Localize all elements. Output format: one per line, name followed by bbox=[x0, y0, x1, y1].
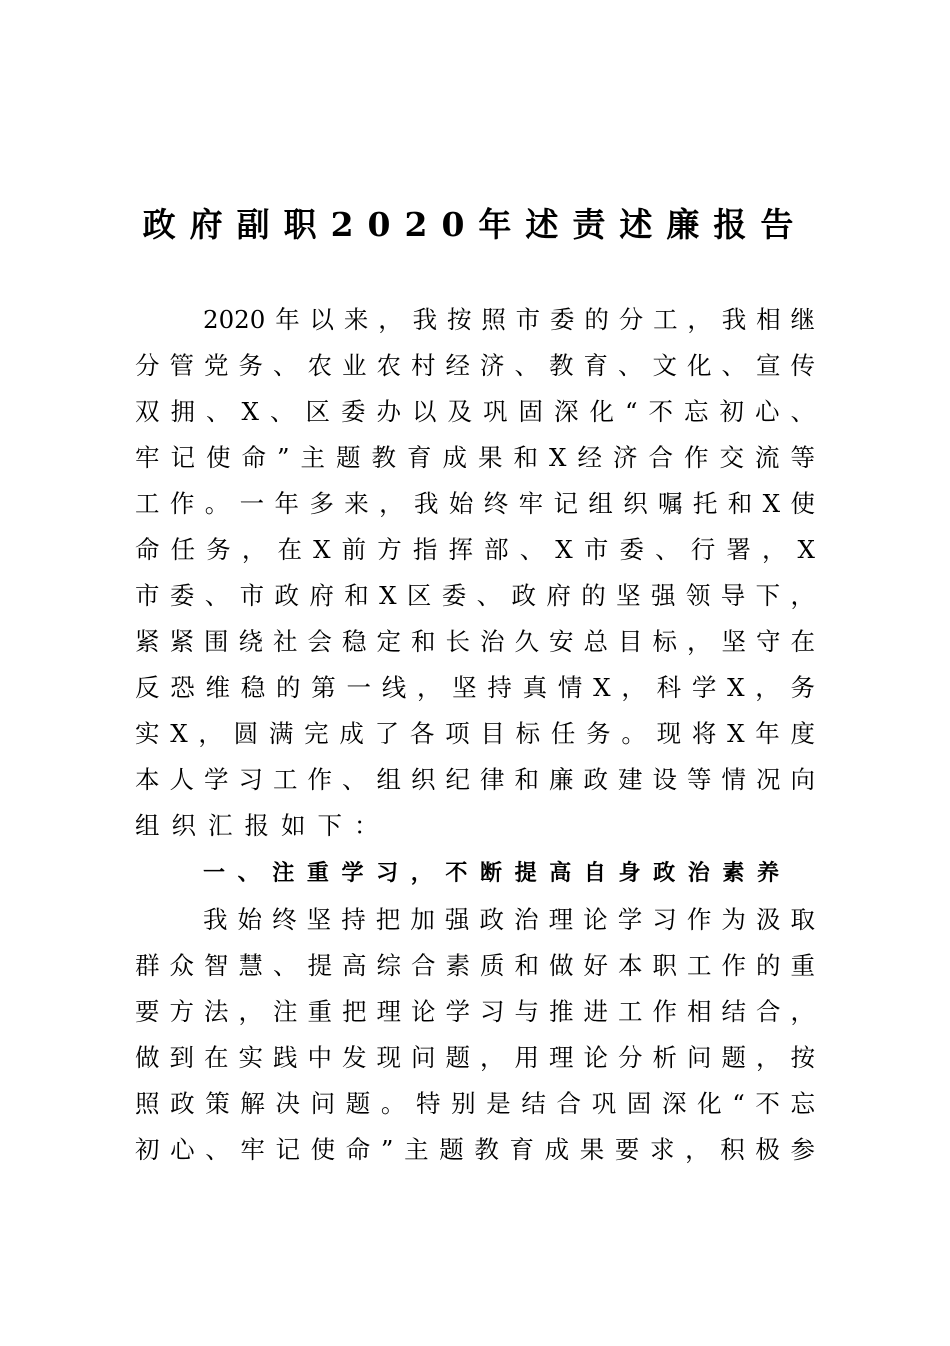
paragraph-line: 反恐维稳的第一线，坚持真情X，科学X，务 bbox=[135, 673, 815, 702]
paragraph-line: 工作。一年多来，我始终牢记组织嘱托和X使 bbox=[135, 489, 815, 518]
section-heading: 一、注重学习，不断提高自身政治素养 bbox=[203, 861, 779, 886]
paragraph-line: 命任务，在X前方指挥部、X市委、行署，X bbox=[135, 535, 815, 564]
paragraph-line: 紧紧围绕社会稳定和长治久安总目标，坚守在 bbox=[135, 627, 815, 656]
paragraph-line: 2020年以来，我按照市委的分工，我相继 bbox=[203, 305, 815, 334]
document-title: 政府副职2020年述责述廉报告 bbox=[142, 205, 808, 244]
paragraph-line: 要方法，注重把理论学习与推进工作相结合， bbox=[135, 997, 815, 1026]
paragraph-line: 我始终坚持把加强政治理论学习作为汲取 bbox=[203, 905, 815, 934]
paragraph-line: 牢记使命”主题教育成果和X经济合作交流等 bbox=[135, 443, 815, 472]
paragraph-line: 初心、牢记使命”主题教育成果要求，积极参 bbox=[135, 1135, 815, 1164]
paragraph-line: 组织汇报如下： bbox=[135, 811, 391, 840]
paragraph-line: 市委、市政府和X区委、政府的坚强领导下， bbox=[135, 581, 815, 610]
paragraph-line: 双拥、X、区委办以及巩固深化“不忘初心、 bbox=[135, 397, 815, 426]
paragraph-line: 照政策解决问题。特别是结合巩固深化“不忘 bbox=[135, 1089, 815, 1118]
paragraph-line: 做到在实践中发现问题，用理论分析问题，按 bbox=[135, 1043, 815, 1072]
paragraph-line: 本人学习工作、组织纪律和廉政建设等情况向 bbox=[135, 765, 815, 794]
paragraph-line: 群众智慧、提高综合素质和做好本职工作的重 bbox=[135, 951, 815, 980]
paragraph-line: 分管党务、农业农村经济、教育、文化、宣传 bbox=[135, 351, 815, 380]
paragraph-line: 实X，圆满完成了各项目标任务。现将X年度 bbox=[135, 719, 815, 748]
